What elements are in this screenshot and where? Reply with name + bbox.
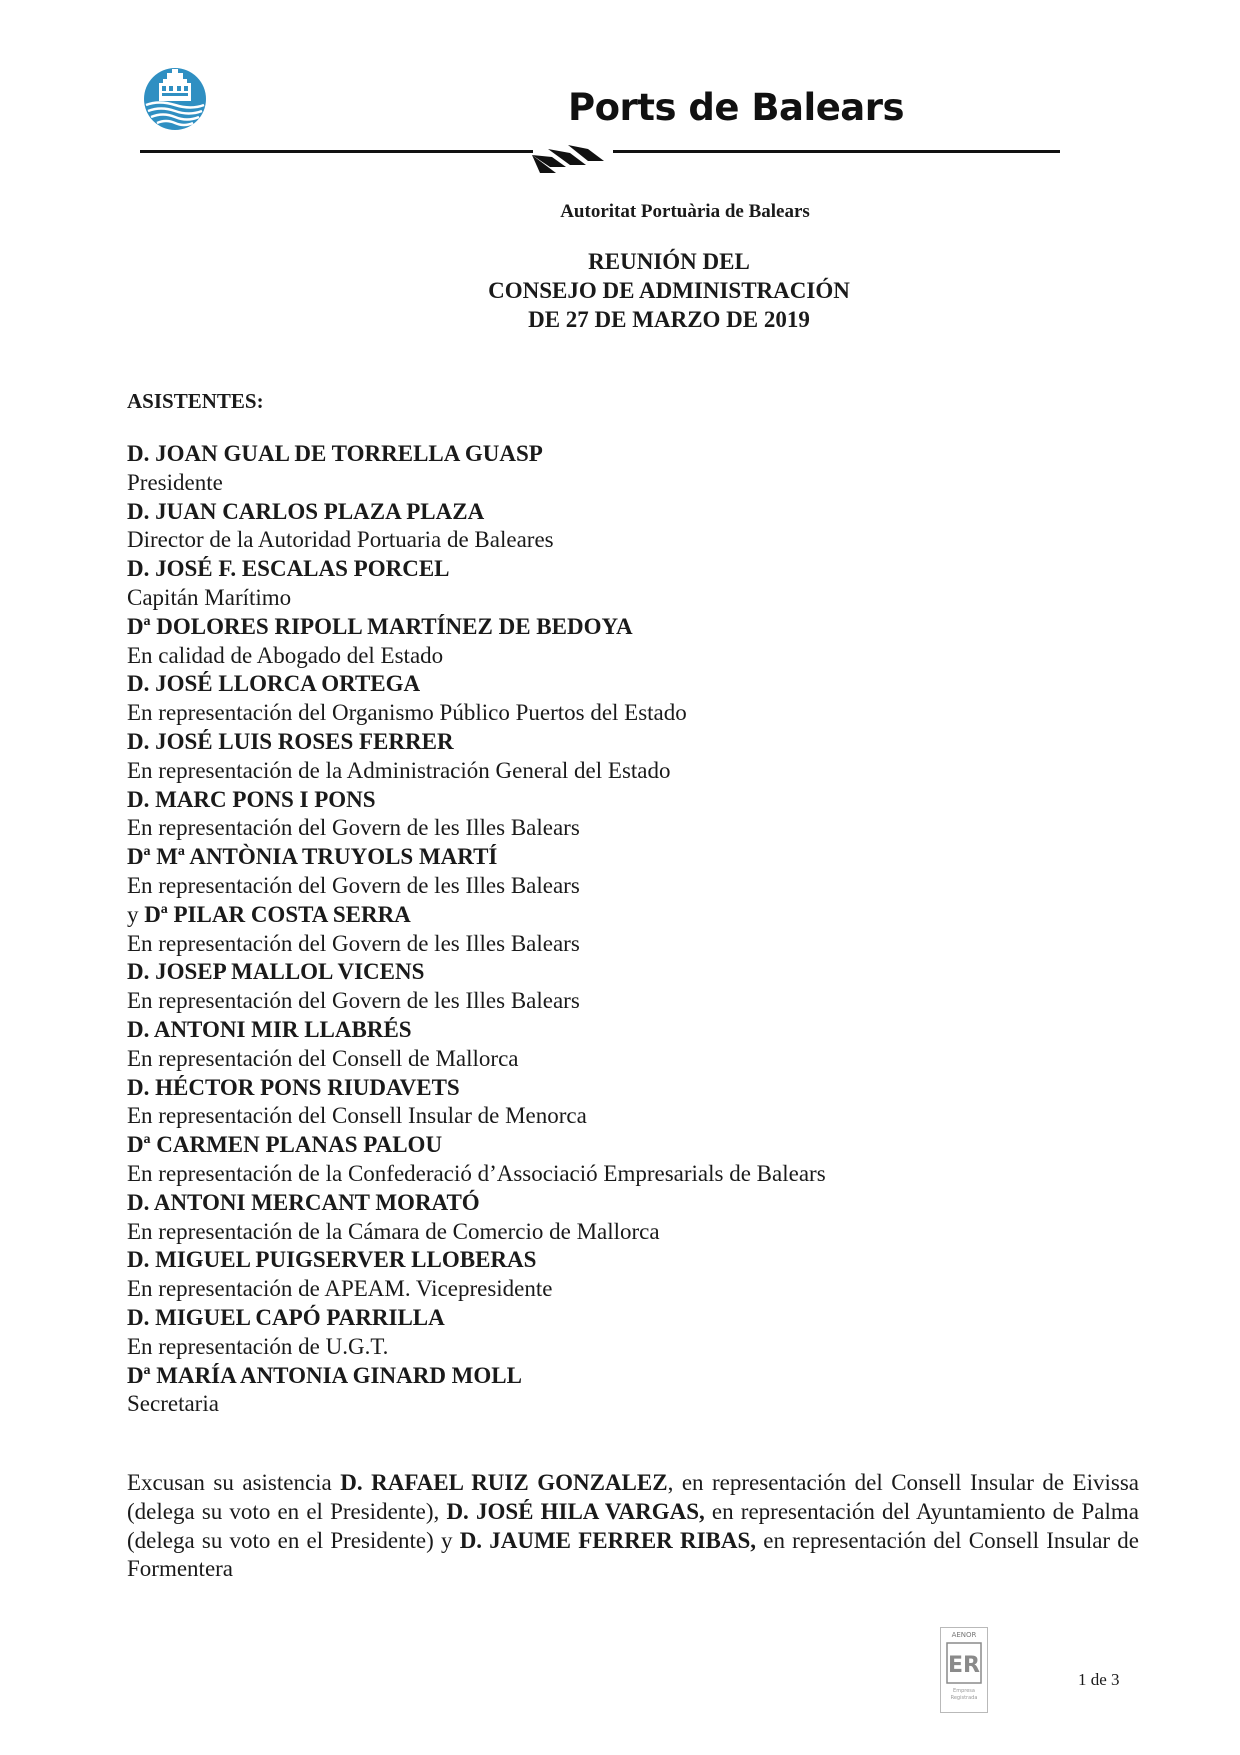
attendee-name: D. HÉCTOR PONS RIUDAVETS bbox=[127, 1074, 460, 1100]
excused-text-3: en representación del Ayuntamiento de Palma (delega su voto en el Presidente) y bbox=[127, 1498, 1139, 1553]
attendee-name: Dª PILAR COSTA SERRA bbox=[144, 901, 411, 927]
attendee-name-row bbox=[127, 1304, 1127, 1333]
attendee-name: D. JUAN CARLOS PLAZA PLAZA bbox=[127, 498, 485, 524]
attendee-name-row bbox=[127, 555, 1127, 584]
attendee-role: En representación del Govern de les Illes Balears bbox=[127, 815, 580, 841]
lighthouse-wave-logo-icon bbox=[143, 67, 207, 131]
attendee-role: En representación del Organismo Público Puertos del Estado bbox=[127, 700, 687, 726]
attendee-name: Dª Mª ANTÒNIA TRUYOLS MARTÍ bbox=[127, 844, 498, 870]
attendee-name: D. MIGUEL CAPÓ PARRILLA bbox=[127, 1304, 445, 1330]
excused-text-4: en representación del Consell Insular de Formentera bbox=[127, 1527, 1139, 1582]
page-number: 1 de 3 bbox=[1078, 1670, 1120, 1689]
aenor-subtitle: Empresa Registrada bbox=[950, 1688, 978, 1701]
attendee-name: D. JOSÉ LUIS ROSES FERRER bbox=[127, 728, 454, 754]
attendee-name-row bbox=[127, 440, 1127, 469]
attendee-role: En representación del Govern de les Illes Balears bbox=[127, 930, 580, 956]
aenor-label: AENOR bbox=[951, 1631, 977, 1639]
attendee-name-row bbox=[127, 1016, 1127, 1045]
attendee-name-row bbox=[127, 498, 1127, 527]
attendee-name-row bbox=[127, 1189, 1127, 1218]
attendee-role: En representación de U.G.T. bbox=[127, 1333, 389, 1359]
attendee-role: En representación de APEAM. Vicepresidente bbox=[127, 1276, 553, 1302]
attendee-name-row bbox=[127, 670, 1127, 699]
brand-name: Ports de Balears bbox=[568, 86, 905, 129]
attendee-name: Dª DOLORES RIPOLL MARTÍNEZ DE BEDOYA bbox=[127, 613, 633, 639]
excused-name-2: D. JOSÉ HILA VARGAS, bbox=[446, 1498, 705, 1524]
attendee-name-row bbox=[127, 958, 1127, 987]
aenor-mark-text: ER bbox=[948, 1653, 980, 1678]
document-title-line-2: CONSEJO DE ADMINISTRACIÓN bbox=[488, 278, 850, 303]
attendees-list bbox=[127, 440, 1127, 1419]
attendee-role: En representación del Consell Insular de Menorca bbox=[127, 1103, 587, 1129]
aenor-er-mark bbox=[946, 1642, 982, 1684]
attendee-name: D. MIGUEL PUIGSERVER LLOBERAS bbox=[127, 1247, 537, 1273]
attendee-item bbox=[127, 901, 1127, 959]
attendee-item bbox=[127, 1304, 1127, 1362]
document-title-line-1: REUNIÓN DEL bbox=[588, 249, 750, 274]
attendee-item bbox=[127, 1246, 1127, 1304]
attendee-item bbox=[127, 843, 1127, 901]
authority-name: Autoritat Portuària de Balears bbox=[560, 201, 810, 222]
attendee-name: Dª CARMEN PLANAS PALOU bbox=[127, 1132, 443, 1158]
excused-text-2: , en representación del Consell Insular de Eivissa (delega su voto en el Presidente), bbox=[127, 1470, 1139, 1524]
attendee-role: Presidente bbox=[127, 469, 223, 495]
attendee-role: Secretaria bbox=[127, 1391, 219, 1417]
attendee-name-row bbox=[127, 786, 1127, 815]
attendee-name: D. JOAN GUAL DE TORRELLA GUASP bbox=[127, 441, 543, 466]
attendee-role: En representación del Govern de les Illes Balears bbox=[127, 988, 580, 1014]
document-title-line-3: DE 27 DE MARZO DE 2019 bbox=[528, 307, 810, 332]
attendee-role: En representación de la Administración General del Estado bbox=[127, 757, 671, 783]
attendee-role: En calidad de Abogado del Estado bbox=[127, 642, 444, 668]
excused-name-3: D. JAUME FERRER RIBAS, bbox=[459, 1527, 757, 1553]
attendee-item bbox=[127, 1074, 1127, 1132]
attendee-item bbox=[127, 786, 1127, 844]
attendee-name-row bbox=[127, 728, 1127, 757]
attendee-role: En representación del Govern de les Illes Balears bbox=[127, 872, 580, 898]
attendee-item bbox=[127, 958, 1127, 1016]
attendee-name-row bbox=[127, 613, 1127, 642]
attendee-name-row bbox=[127, 1362, 1127, 1391]
ports-mark-icon bbox=[530, 143, 616, 183]
attendee-name: D. MARC PONS I PONS bbox=[127, 786, 376, 812]
attendee-name: D. JOSEP MALLOL VICENS bbox=[127, 959, 425, 985]
attendee-item bbox=[127, 440, 1127, 498]
attendees-heading: ASISTENTES: bbox=[127, 389, 264, 413]
header-rule-right bbox=[613, 150, 1060, 153]
attendee-name-row bbox=[127, 1131, 1127, 1160]
attendee-item bbox=[127, 498, 1127, 556]
attendee-name-row bbox=[127, 1074, 1127, 1103]
attendee-item bbox=[127, 1362, 1127, 1420]
attendee-role: En representación de la Confederació d’Associació Empresarials de Balears bbox=[127, 1160, 826, 1186]
attendee-role: Capitán Marítimo bbox=[127, 584, 292, 610]
attendee-name: Dª MARÍA ANTONIA GINARD MOLL bbox=[127, 1362, 522, 1388]
attendee-name: D. ANTONI MERCANT MORATÓ bbox=[127, 1189, 480, 1215]
attendee-item bbox=[127, 1016, 1127, 1074]
attendee-name: D. ANTONI MIR LLABRÉS bbox=[127, 1016, 412, 1042]
attendee-name: D. JOSÉ LLORCA ORTEGA bbox=[127, 671, 421, 697]
attendee-prefix: y bbox=[127, 901, 145, 927]
attendee-role: En representación del Consell de Mallorca bbox=[127, 1045, 519, 1071]
attendee-name: D. JOSÉ F. ESCALAS PORCEL bbox=[127, 556, 450, 582]
attendee-item bbox=[127, 728, 1127, 786]
attendee-role: Director de la Autoridad Portuaria de Baleares bbox=[127, 527, 554, 553]
header-rule-left bbox=[140, 150, 533, 153]
attendee-item bbox=[127, 1189, 1127, 1247]
attendee-name-row bbox=[127, 1246, 1127, 1275]
attendee-item bbox=[127, 670, 1127, 728]
attendee-role: En representación de la Cámara de Comercio de Mallorca bbox=[127, 1218, 660, 1244]
excused-paragraph bbox=[127, 1469, 1139, 1584]
attendee-item bbox=[127, 613, 1127, 671]
attendee-name-row bbox=[127, 901, 1127, 930]
attendee-name-row bbox=[127, 843, 1127, 872]
excused-name-1: D. RAFAEL RUIZ GONZALEZ bbox=[340, 1470, 668, 1495]
attendee-item bbox=[127, 555, 1127, 613]
aenor-certification-badge-icon bbox=[940, 1627, 988, 1713]
attendee-item bbox=[127, 1131, 1127, 1189]
excused-text-1: Excusan su asistencia bbox=[127, 1470, 341, 1495]
